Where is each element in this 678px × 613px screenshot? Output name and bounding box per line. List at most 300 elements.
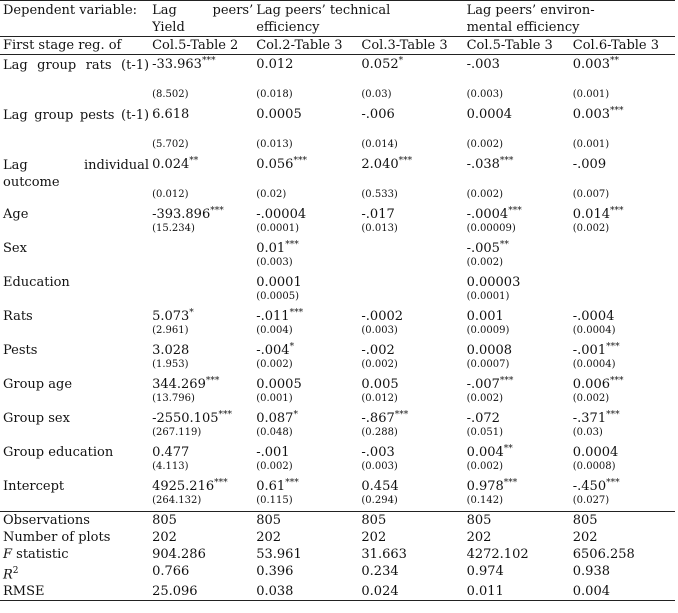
coefficient-value [152,411,253,426]
header-row [0,1,675,37]
stat-value: 805 [149,512,253,530]
stat-value: 805 [253,512,358,530]
coefficient-value [361,157,463,172]
coefficient-cell [149,205,253,239]
row-spacer [361,275,463,279]
wrap-spacer [573,172,675,188]
stat-value: 0.234 [361,564,399,579]
stat-value: 904.286 [152,547,206,562]
standard-error: (0.007) [572,189,610,200]
coefficient-number: 0.056 [256,157,294,172]
table-row [0,375,675,409]
coefficient-cell [358,239,463,273]
coefficient-cell [464,55,570,106]
row-spacer [256,507,358,511]
coefficient-value [467,57,570,72]
coefficient-value [573,157,675,172]
stat-value: 805 [570,512,675,530]
wrap-spacer [152,122,253,138]
standard-error: (0.001) [572,89,610,100]
stat-value: 0.004 [570,583,675,601]
standard-error: (0.0008) [572,461,616,472]
coefficient-value [467,107,570,122]
coefficient-number: 0.477 [152,445,190,460]
coefficient-number: 0.003 [572,57,610,72]
coefficient-value [573,207,675,222]
coefficient-value [256,207,358,222]
coefficient-cell [464,443,570,477]
coefficient-number: 344.269 [152,377,206,392]
significance-stars: *** [293,156,307,166]
significance-stars: ** [503,444,513,454]
coefficient-cell [149,307,253,341]
coefficient-value [467,479,570,494]
coefficient-value [152,157,253,172]
coefficient-number: -.002 [361,343,395,358]
header-col1-line1: Lag peers’ [152,3,254,18]
coefficient-cell [149,341,253,375]
coefficient-value [152,207,253,222]
table-row [0,155,675,205]
stat-row [0,583,675,601]
stat-label-suffix: statistic [12,547,69,562]
coefficient-number: -.009 [572,157,607,172]
subheader-col: Col.6-Table 3 [570,37,675,55]
standard-error: (0.00009) [466,223,516,234]
coefficient-number: -.006 [361,107,395,122]
row-label: Group age [3,377,73,392]
coefficient-value [361,445,463,460]
coefficient-cell [464,105,570,155]
stat-value: 0.038 [253,583,358,601]
standard-error: (0.0001) [256,223,300,234]
coefficient-value [361,479,463,494]
standard-error: (0.002) [466,393,504,404]
coefficient-cell [253,443,358,477]
standard-error: (0.0007) [466,359,510,370]
significance-stars: *** [218,410,232,420]
wrap-spacer [467,172,570,188]
standard-error: (0.002) [466,189,504,200]
significance-stars: * [398,56,404,66]
row-label: Sex [3,241,27,256]
coefficient-cell [253,307,358,341]
coefficient-number: 0.01 [256,241,286,256]
stat-value: 0.766 [152,564,190,579]
stat-value: 25.096 [149,583,253,601]
coefficient-cell [570,477,675,512]
coefficient-value [256,309,358,324]
coefficient-cell [358,341,463,375]
coefficient-cell [149,155,253,205]
coefficient-number: -393.896 [152,207,211,222]
coefficient-number: -.004 [256,343,290,358]
coefficient-number: 0.006 [572,377,610,392]
significance-stars: *** [210,206,224,216]
standard-error: (0.002) [572,393,610,404]
row-spacer [573,241,675,245]
coefficient-number: 0.61 [256,479,286,494]
coefficient-cell [464,477,570,512]
standard-error: (0.003) [361,325,398,336]
stat-value: 202 [152,530,177,545]
coefficient-number: -.0004 [572,309,615,324]
stat-value: 202 [361,530,387,545]
coefficient-number: 0.005 [361,377,399,392]
coefficient-cell [253,341,358,375]
standard-error: (267.119) [152,427,202,438]
table-row [0,55,675,106]
significance-stars: ** [499,240,509,250]
row-label: Group education [3,445,114,460]
stat-label-text: Number of plots [3,530,111,545]
coefficient-cell [149,375,253,409]
header-col1-line2: Yield [152,20,185,35]
table-row [0,105,675,155]
stat-label-text: F [3,547,13,562]
standard-error: (0.003) [256,257,293,268]
coefficient-value [152,479,253,494]
coefficient-value [152,343,253,358]
wrap-spacer [361,172,463,188]
coefficient-number: 6.618 [152,107,190,122]
row-spacer [361,507,463,511]
coefficient-cell [570,273,675,307]
coefficient-cell [149,55,253,106]
coefficient-number: 2.040 [361,157,399,172]
stat-row [0,563,675,583]
wrap-spacer [573,72,675,88]
row-label: Education [3,275,70,290]
header-technical-line1: Lag peers’ technical [256,3,391,18]
first-stage-label: First stage reg. of [0,37,149,55]
coefficient-number: 0.0008 [466,343,513,358]
standard-error: (0.012) [152,189,189,200]
coefficient-value [573,411,675,426]
coefficient-value [467,445,570,460]
coefficient-number: 0.0004 [466,107,513,122]
coefficient-cell [570,341,675,375]
wrap-spacer [256,122,358,138]
significance-stars: *** [201,56,216,66]
header-technical-line2: efficiency [256,20,320,35]
coefficient-cell [464,341,570,375]
standard-error: (0.003) [361,461,398,472]
coefficient-number: 0.087 [256,411,294,426]
subheader-col: Col.3-Table 3 [358,37,463,55]
coefficient-cell [253,273,358,307]
coefficient-number: 0.978 [466,479,504,494]
standard-error: (0.002) [466,257,504,268]
coefficient-value [573,377,675,392]
row-spacer [152,241,253,245]
wrap-spacer [361,122,463,138]
coefficient-cell [253,155,358,205]
standard-error: (0.002) [256,461,293,472]
coefficient-number: -2550.105 [152,411,219,426]
coefficient-number: 0.0005 [256,107,302,122]
standard-error: (0.012) [361,393,398,404]
coefficient-value [152,377,253,392]
coefficient-number: 0.024 [152,157,190,172]
coefficient-number: 0.454 [361,479,399,494]
coefficient-number: 0.012 [256,57,294,72]
standard-error: (0.002) [572,223,610,234]
significance-stars: *** [606,342,620,352]
coefficient-value [467,309,570,324]
significance-stars: *** [285,240,299,250]
coefficient-value [573,309,675,324]
row-label: Lag group pests (t-1) [3,108,150,123]
stat-row [0,546,675,563]
standard-error: (2.961) [152,325,189,336]
stat-value: 805 [464,512,570,530]
coefficient-number: -.072 [466,411,500,426]
significance-stars: *** [499,156,514,166]
coefficient-value [573,57,675,72]
significance-stars: *** [214,478,228,488]
standard-error: (4.113) [152,461,189,472]
coefficient-value [256,411,358,426]
coefficient-value [467,343,570,358]
significance-stars: * [289,342,295,352]
standard-error: (0.533) [361,189,398,200]
coefficient-number: -.001 [572,343,607,358]
coefficient-cell [570,105,675,155]
significance-stars: *** [398,156,413,166]
header-environmental-efficiency [464,1,675,37]
stat-value: 4272.102 [466,547,529,562]
row-label: Lag individual outcome [3,158,150,190]
coefficient-number: -.371 [572,411,607,426]
coefficient-number: 4925.216 [152,479,215,494]
coefficient-value [361,207,463,222]
row-label: Intercept [3,479,65,494]
stat-value: 31.663 [361,547,407,562]
coefficient-cell [149,443,253,477]
coefficient-value [573,445,675,460]
coefficient-number: 0.0005 [256,377,302,392]
wrap-spacer [152,172,253,188]
coefficient-number: 0.003 [572,107,610,122]
wrap-spacer [152,72,253,88]
standard-error: (0.03) [361,89,392,100]
coefficient-cell [570,443,675,477]
coefficient-cell [570,205,675,239]
coefficient-value [361,107,463,122]
stat-value: 53.961 [256,547,302,562]
significance-stars: *** [289,308,304,318]
header-technical-efficiency [253,1,463,37]
stat-label [0,512,149,530]
table-row [0,205,675,239]
coefficient-cell [570,375,675,409]
row-label: Rats [3,309,33,324]
table-row [0,409,675,443]
coefficient-value [573,343,675,358]
significance-stars: *** [606,410,620,420]
significance-stars: *** [503,478,518,488]
coefficient-value [256,241,358,256]
standard-error: (0.018) [256,89,293,100]
standard-error: (0.001) [572,139,610,150]
stat-row [0,529,675,546]
coefficient-cell [570,55,675,106]
standard-error: (0.014) [361,139,398,150]
coefficient-value [467,241,570,256]
header-col1 [149,1,253,37]
table-row [0,477,675,512]
row-spacer [573,507,675,511]
standard-error: (0.02) [256,189,287,200]
stat-label-text: R [3,567,13,583]
coefficient-value [467,275,570,290]
coefficient-value [256,157,358,172]
coefficient-number: 0.052 [361,57,399,72]
coefficient-number: 0.0001 [256,275,302,290]
coefficient-cell [253,205,358,239]
coefficient-value [152,445,253,460]
coefficient-value [152,309,253,324]
coefficient-value [256,445,358,460]
coefficient-cell [149,239,253,273]
coefficient-number: -.007 [466,377,500,392]
coefficient-value [256,57,358,72]
standard-error: (0.013) [256,139,293,150]
coefficient-cell [358,273,463,307]
stat-label-text: Observations [3,513,90,528]
coefficient-cell [253,375,358,409]
coefficient-value [361,57,463,72]
standard-error: (0.003) [466,89,504,100]
standard-error: (0.0004) [572,325,616,336]
stat-value: 0.024 [358,583,463,601]
standard-error: (264.132) [152,495,202,506]
stat-row [0,512,675,530]
coefficient-cell [570,307,675,341]
standard-error: (0.004) [256,325,293,336]
coefficient-cell [358,375,463,409]
row-spacer [573,275,675,279]
coefficient-number: -33.963 [152,57,202,72]
coefficient-cell [149,477,253,512]
standard-error: (5.702) [152,139,189,150]
significance-stars: *** [609,106,624,116]
stat-value: 0.974 [466,564,504,579]
dependent-variable-label: Dependent variable: [0,1,149,37]
coefficient-number: -.005 [466,241,500,256]
coefficient-number: -.0002 [361,309,404,324]
row-spacer [361,241,463,245]
standard-error: (8.502) [152,89,189,100]
stat-label-text: RMSE [3,584,45,600]
coefficient-number: 5.073 [152,309,190,324]
coefficient-number: -.017 [361,207,395,222]
coefficient-number: -.003 [361,445,395,460]
stat-value: 0.011 [464,583,570,601]
coefficient-number: -.003 [466,57,500,72]
table-row [0,341,675,375]
coefficient-cell [464,273,570,307]
significance-stars: *** [205,376,220,386]
row-spacer [152,275,253,279]
coefficient-value [152,57,253,72]
standard-error: (0.0001) [466,291,510,302]
significance-stars: *** [285,478,299,488]
stat-value: 0.396 [256,564,294,579]
significance-stars: *** [609,376,624,386]
standard-error: (0.027) [572,495,610,506]
table-row [0,307,675,341]
coefficient-cell [464,409,570,443]
table-row [0,443,675,477]
wrap-spacer [467,122,570,138]
standard-error: (0.0004) [572,359,616,370]
table-row [0,239,675,273]
coefficient-value [467,157,570,172]
coefficient-number: -.00004 [256,207,307,222]
coefficient-value [361,309,463,324]
wrap-spacer [256,72,358,88]
standard-error: (0.288) [361,427,398,438]
coefficient-cell [570,239,675,273]
coefficient-number: -.011 [256,309,290,324]
coefficient-cell [570,155,675,205]
coefficient-value [361,411,463,426]
coefficient-cell [358,409,463,443]
coefficient-cell [464,375,570,409]
standard-error: (0.002) [466,461,504,472]
coefficient-number: 0.004 [466,445,504,460]
stat-value: 202 [256,530,282,545]
significance-stars: *** [606,478,620,488]
coefficient-number: 0.001 [466,309,504,324]
row-label: Age [3,207,29,222]
coefficient-cell [464,307,570,341]
coefficient-number: -.001 [256,445,290,460]
coefficient-number: 0.00003 [466,275,521,290]
coefficient-value [256,377,358,392]
standard-error: (13.796) [152,393,195,404]
coefficient-cell [358,55,463,106]
subheader-col: Col.5-Table 2 [149,37,253,55]
standard-error: (0.142) [466,495,504,506]
row-label: Pests [3,343,38,358]
coefficient-number: 0.0004 [572,445,619,460]
coefficient-cell [253,409,358,443]
coefficient-cell [253,105,358,155]
subheader-col: Col.2-Table 3 [253,37,358,55]
coefficient-value [361,377,463,392]
coefficient-cell [358,443,463,477]
standard-error: (0.048) [256,427,293,438]
table-row [0,273,675,307]
row-spacer [467,507,570,511]
coefficient-value [573,479,675,494]
coefficient-cell [358,155,463,205]
coefficient-cell [464,155,570,205]
significance-stars: * [189,308,194,318]
significance-stars: * [293,410,298,420]
stat-value: 202 [466,530,492,545]
coefficient-value [361,343,463,358]
coefficient-cell [358,307,463,341]
standard-error: (0.002) [256,359,293,370]
significance-stars: ** [189,156,199,166]
stat-label-superscript: 2 [12,566,19,576]
significance-stars: *** [499,376,514,386]
wrap-spacer [256,172,358,188]
